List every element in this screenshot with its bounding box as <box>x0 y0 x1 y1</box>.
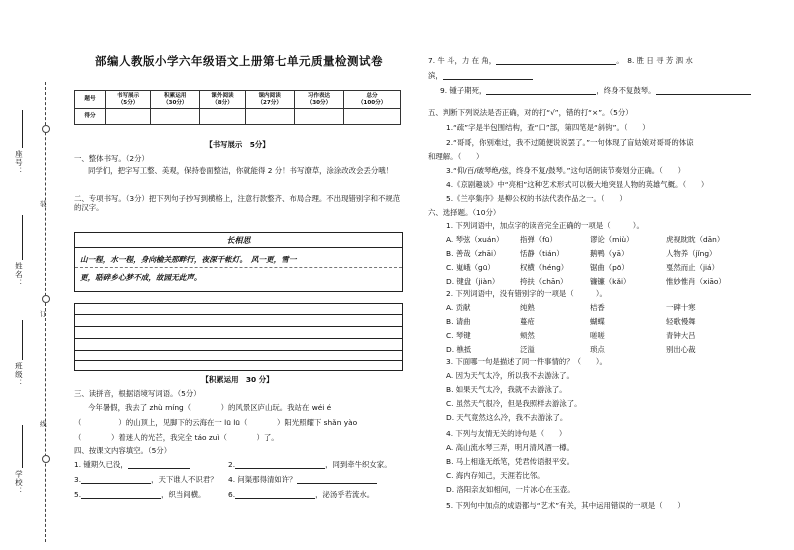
choice-option-cell[interactable]: A. 贡献 <box>446 303 471 312</box>
question-text: 今年暑假，我去了 zhù míng（ ）的风景区庐山玩。我站在 wéi é <box>88 403 332 412</box>
choice-option-cell: 人物养（jǐng） <box>666 249 717 258</box>
choice-option-cell[interactable]: C. 嵬峨（gū） <box>446 263 495 272</box>
choice-option-cell: 谬论（miù） <box>590 235 634 244</box>
poem-line: 山一程，水一程，身向榆关那畔行，夜深千帐灯。 风一更，雪一 <box>80 255 297 264</box>
choice-option[interactable]: C. 虽然天气很冷，但是我照样去游泳了。 <box>446 399 582 408</box>
score-row-label: 得分 <box>75 109 106 125</box>
name-blank <box>22 215 23 260</box>
binding-hole <box>42 125 50 133</box>
choice-question: 5. 下列句中加点的成语都与“艺术”有关，其中运用错误的一项是（ ） <box>446 501 685 510</box>
score-cell[interactable] <box>106 109 151 125</box>
fill-blank-item: 5. ，织当间横。 <box>74 490 206 499</box>
question-title: 一、整体书写。（2分） <box>74 154 149 163</box>
question-title: 五、判断下列说法是否正确，对的打“√”，错的打“×”。（5分） <box>428 108 633 117</box>
question-text: （ ）着迷人的光芒，我完全 táo zuì（ ）了。 <box>74 433 279 442</box>
poem-box <box>74 232 403 292</box>
binding-mark: 订 <box>40 310 47 318</box>
choice-option-cell: 挎扶（chān） <box>520 277 568 286</box>
score-cell[interactable] <box>245 109 294 125</box>
score-cell[interactable] <box>151 109 200 125</box>
choice-option-cell: 锯曲（pō） <box>590 263 629 272</box>
binding-strip <box>0 0 62 550</box>
binding-mark: 线 <box>40 420 47 428</box>
fill-blank-item: 4. 问渠那得清如许？ <box>228 475 377 484</box>
choice-option-cell: 蔓疮 <box>520 317 535 326</box>
section-heading: 【积累运用 30 分】 <box>201 375 274 384</box>
binding-mark: 装 <box>40 200 47 208</box>
score-header: 总分 （100分） <box>344 91 401 109</box>
question-text: （ ）的山顶上，见脚下的云海在一 lū lū（ ）阳光照耀下 shǎn yào <box>74 418 358 427</box>
choice-option-cell: 颊然 <box>520 331 535 340</box>
score-table <box>74 90 401 125</box>
choice-option-cell: 鹅鸭（yā） <box>590 249 629 258</box>
name-label: 姓名： <box>14 262 24 288</box>
choice-option-cell: 桔香 <box>590 303 605 312</box>
section-heading: 【书写展示 5分】 <box>205 140 270 149</box>
choice-option-cell: 青钟大吕 <box>666 331 696 340</box>
choice-option-cell: 泛溢 <box>520 345 535 354</box>
choice-option-cell: 权横（héng） <box>520 263 569 272</box>
choice-option[interactable]: A. 因为天气太冷，所以我不去游泳了。 <box>446 371 574 380</box>
choice-option[interactable]: D. 天气竟然这么冷，我不去游泳了。 <box>446 413 568 422</box>
choice-question: 4. 下列与友情无关的诗句是（ ） <box>446 429 567 438</box>
fill-blank-item: 7. 牛 斗，力 在 角， 。 8. 胜 日 寻 芳 泗 水 <box>428 56 693 65</box>
choice-option-cell: 虎视眈眈（dān） <box>666 235 725 244</box>
choice-option-cell[interactable]: A. 琴弦（xuán） <box>446 235 504 244</box>
choice-option-cell[interactable]: B. 善哉（zhāi） <box>446 249 501 258</box>
choice-question: 3. 下面哪一句是描述了同一件事情的？（ ）。 <box>446 357 607 366</box>
choice-option-cell[interactable]: B. 请曲 <box>446 317 471 326</box>
choice-option-cell: 嗟嗟 <box>590 331 605 340</box>
score-header: 书写展示 （5分） <box>106 91 151 109</box>
choice-option-cell: 一碑十寒 <box>666 303 696 312</box>
judge-item: 2.“哥哥，你别难过，我不过随便说说罢了。”一句体现了盲姑娘对哥哥的体谅 <box>446 138 694 147</box>
judge-item: 5.《兰亭集序》是柳公权的书法代表作品之一。（ ） <box>446 194 627 203</box>
choice-option-cell[interactable]: C. 琴键 <box>446 331 471 340</box>
question-text: 同学们，把字写工整、美观，保持卷面整洁，你就能得 2 分！书写潦草，涂涂改改会丢分哦！ <box>88 166 394 175</box>
choice-question: 1. 下列词语中，加点字的读音完全正确的一项是（ ）。 <box>446 221 644 230</box>
score-header: 课内阅读 （27分） <box>245 91 294 109</box>
poem-line: 更，聒碎乡心梦不成，故园无此声。 <box>80 273 202 282</box>
fill-blank-item: 9. 锺子期死， ，终身不复鼓琴。 <box>440 86 751 95</box>
choice-option[interactable]: C. 海内存知己，天涯若比邻。 <box>446 471 545 480</box>
judge-item: 1.“疏”字是半包围结构，查“口”部，第四笔是“斜钩”。（ ） <box>446 123 650 132</box>
score-cell[interactable] <box>344 109 401 125</box>
choice-option-cell: 戛然而止（jiá） <box>666 263 719 272</box>
score-header: 题号 <box>75 91 106 109</box>
class-blank <box>22 320 23 360</box>
fill-blank-item: 3. ，天下谁人不识君？ <box>74 475 218 484</box>
question-text: 二、专项书写。（3分）把下列句子抄写到横格上，注意行款整齐、布局合理。不出现错别字和不规范的汉字。 <box>74 194 401 213</box>
page-title: 部编人教版小学六年级语文上册第七单元质量检测试卷 <box>95 54 383 68</box>
seat-label: 座号： <box>14 150 24 176</box>
choice-question: 2. 下列词语中，没有错别字的一项是（ ）。 <box>446 289 607 298</box>
judge-item: 4.《京剧趣谈》中“亮相”这种艺术形式可以极大地突显人物的英雄气概。（ ） <box>446 180 709 189</box>
choice-option-cell: 指弹（fū） <box>520 235 557 244</box>
school-blank <box>22 425 23 468</box>
class-label: 班级： <box>14 362 24 388</box>
handwriting-grid[interactable] <box>74 303 403 371</box>
choice-option[interactable]: B. 马上相逢无纸笔，凭君传语报平安。 <box>446 457 575 466</box>
choice-option-cell: 别出心裁 <box>666 345 696 354</box>
question-title: 四、按课文内容填空。（5分） <box>74 446 172 455</box>
choice-option[interactable]: B. 如果天气太冷，我就不去游泳了。 <box>446 385 567 394</box>
score-cell[interactable] <box>294 109 343 125</box>
score-header: 习作表达 （30分） <box>294 91 343 109</box>
score-cell[interactable] <box>200 109 245 125</box>
fill-blank-item: 滨， <box>428 71 533 80</box>
choice-option-cell: 镰镰（kǎi） <box>590 277 631 286</box>
choice-option-cell: 惟妙惟肖（xiāo） <box>666 277 726 286</box>
choice-option-cell: 蝴蝶 <box>590 317 605 326</box>
score-header: 积累运用 （30分） <box>151 91 200 109</box>
fill-blank-item: 6. ，泌汤乎若流水。 <box>228 490 375 499</box>
school-label: 学校： <box>14 470 24 496</box>
choice-option-cell[interactable]: D. 键盘（jiàn） <box>446 277 500 286</box>
poem-title: 长相思 <box>226 236 251 245</box>
choice-option-cell: 轻歌慢舞 <box>666 317 696 326</box>
choice-option-cell: 纯熟 <box>520 303 535 312</box>
question-title: 三、读拼音，根据语境写词语。（5分） <box>74 389 201 398</box>
question-title: 六、选择题。（10分） <box>428 208 501 217</box>
choice-option-cell[interactable]: D. 樵抵 <box>446 345 472 354</box>
choice-option-cell: 恬静（tián） <box>520 249 564 258</box>
judge-item: 3.“仰/百/破琴绝/弦，终身不复/鼓琴。”这句话朗读节奏划分正确。（ ） <box>446 166 685 175</box>
binding-hole <box>42 295 50 303</box>
score-header: 课外阅读 （8分） <box>200 91 245 109</box>
choice-option[interactable]: D. 洛阳亲友如相问，一片冰心在玉壶。 <box>446 485 575 494</box>
seat-blank <box>22 110 23 148</box>
choice-option[interactable]: A. 高山流水琴三弄，明月清风酒一樽。 <box>446 443 574 452</box>
judge-item: 和理解。（ ） <box>428 152 484 161</box>
binding-hole <box>42 455 50 463</box>
fill-blank-item: 2. ，同到牵牛织女家。 <box>228 460 392 469</box>
choice-option-cell: 琐点 <box>590 345 605 354</box>
fill-blank-item: 1. 锺期久已没， <box>74 460 190 469</box>
